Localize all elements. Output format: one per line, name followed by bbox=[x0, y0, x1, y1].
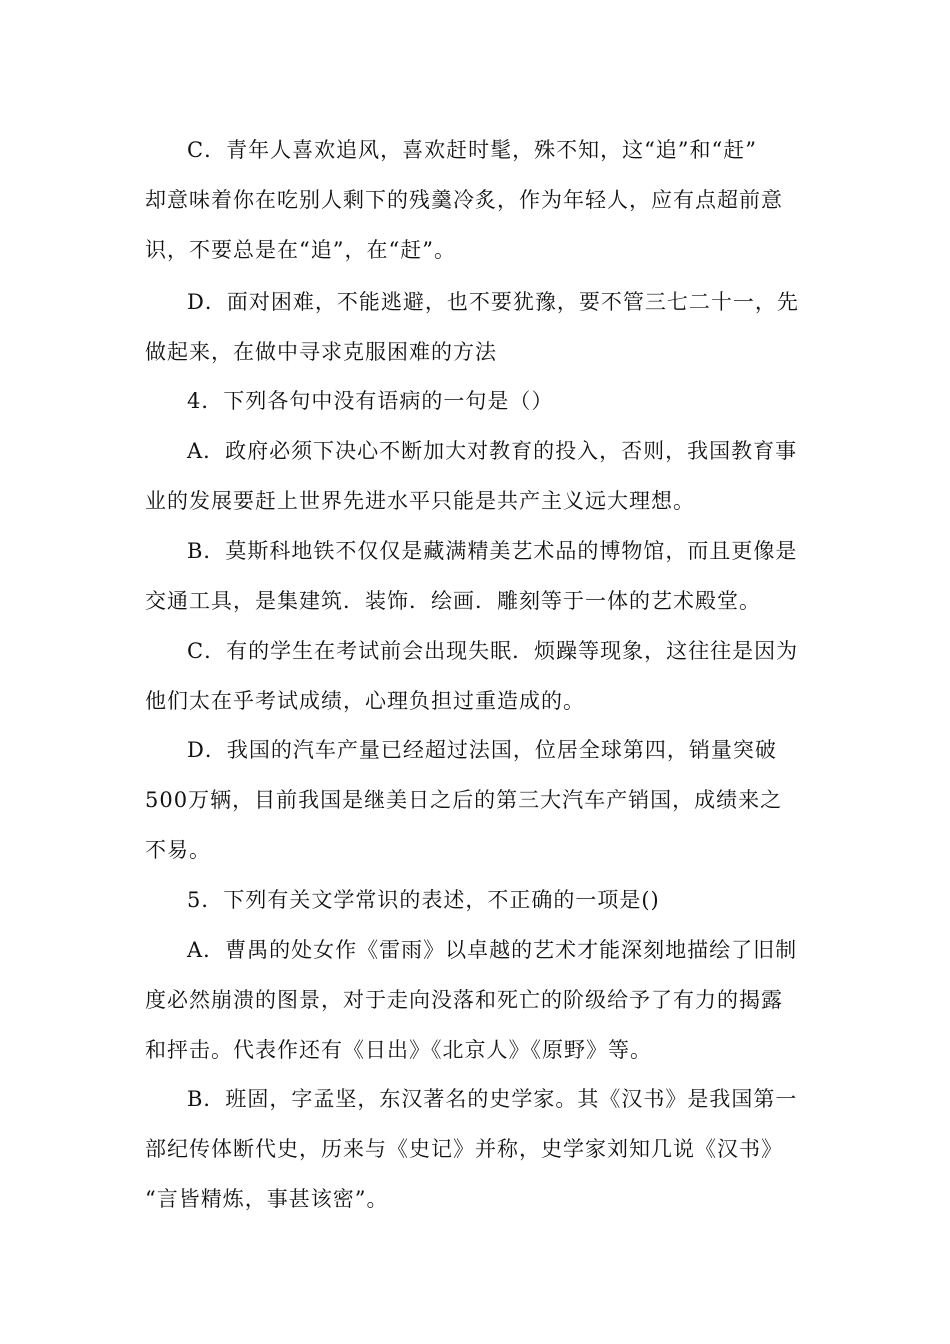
q5-stem bbox=[145, 875, 805, 925]
text-line: 4．下列各句中没有语病的一句是（） bbox=[187, 389, 554, 413]
q4-option-b bbox=[145, 526, 805, 626]
text-line: 交通工具，是集建筑．装饰．绘画．雕刻等于一体的艺术殿堂。 bbox=[145, 589, 761, 613]
q3-option-d bbox=[145, 277, 805, 377]
text-line: 做起来，在做中寻求克服困难的方法 bbox=[145, 340, 497, 364]
text-line: 他们太在乎考试成绩，心理负担过重造成的。 bbox=[145, 689, 585, 713]
text-line: D．面对困难，不能逃避，也不要犹豫，要不管三七二十一，先 bbox=[187, 290, 799, 314]
text-line: 500万辆，目前我国是继美日之后的第三大汽车产销国，成绩来之 bbox=[145, 788, 783, 812]
text-line: B．班固，字孟坚，东汉著名的史学家。其《汉书》是我国第一 bbox=[187, 1087, 798, 1111]
text-line: A．曹禺的处女作《雷雨》以卓越的艺术才能深刻地描绘了旧制 bbox=[187, 938, 798, 962]
text-line: “言皆精炼，事甚该密”。 bbox=[145, 1187, 389, 1211]
text-line: C．有的学生在考试前会出现失眠．烦躁等现象，这往往是因为 bbox=[187, 639, 799, 663]
q3-option-c bbox=[145, 125, 805, 275]
text-line: D．我国的汽车产量已经超过法国，位居全球第四，销量突破 bbox=[187, 738, 777, 762]
text-line: C．青年人喜欢追风，喜欢赶时髦，殊不知，这“追”和“赶” bbox=[187, 138, 758, 162]
q4-stem bbox=[145, 376, 805, 426]
q5-option-a bbox=[145, 925, 805, 1075]
q4-option-d bbox=[145, 725, 805, 875]
q4-option-c bbox=[145, 626, 805, 726]
text-line: 识，不要总是在“追”，在“赶”。 bbox=[145, 238, 456, 262]
q4-option-a bbox=[145, 426, 805, 526]
text-line: 部纪传体断代史，历来与《史记》并称，史学家刘知几说《汉书》 bbox=[145, 1137, 783, 1161]
text-line: 5．下列有关文学常识的表述，不正确的一项是() bbox=[187, 888, 660, 912]
text-line: 不易。 bbox=[145, 838, 211, 862]
text-line: 和抨击。代表作还有《日出》《北京人》《原野》等。 bbox=[145, 1038, 652, 1062]
text-line: 业的发展要赶上世界先进水平只能是共产主义远大理想。 bbox=[145, 489, 695, 513]
q5-option-b bbox=[145, 1074, 805, 1224]
text-line: A．政府必须下决心不断加大对教育的投入，否则，我国教育事 bbox=[187, 439, 798, 463]
text-line: 却意味着你在吃别人剩下的残羹冷炙，作为年轻人，应有点超前意 bbox=[145, 188, 783, 212]
text-line: B．莫斯科地铁不仅仅是藏满精美艺术品的博物馆，而且更像是 bbox=[187, 539, 798, 563]
text-line: 度必然崩溃的图景，对于走向没落和死亡的阶级给予了有力的揭露 bbox=[145, 988, 783, 1012]
